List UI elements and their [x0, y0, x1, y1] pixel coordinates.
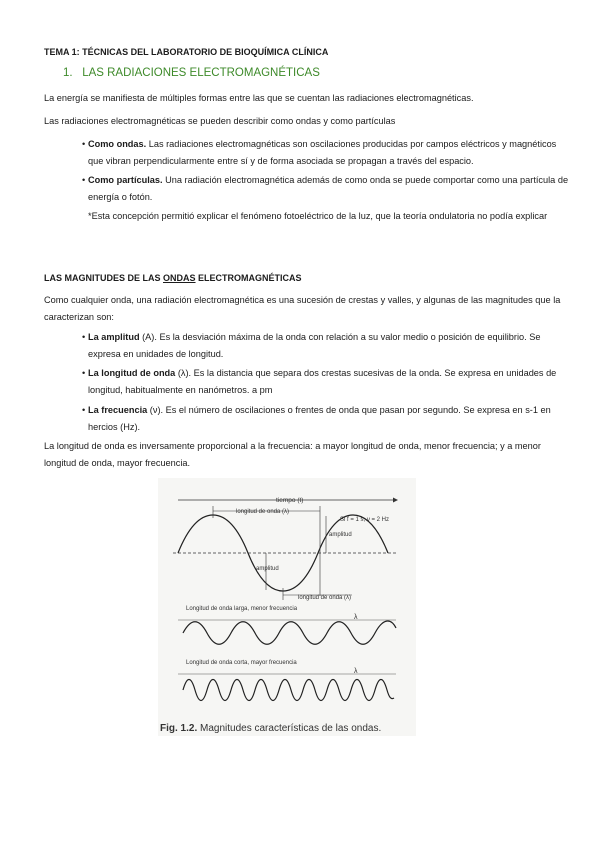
bullet-amplitud	[82, 329, 570, 362]
section-2-suffix: ELECTROMAGNÉTICAS	[195, 273, 302, 283]
document-title: TEMA 1: TÉCNICAS DEL LABORATORIO DE BIOQUÍMICA CLÍNICA	[44, 47, 329, 57]
formula-label: Si f = 1 s, ν = 2 Hz	[340, 517, 390, 523]
paragraph-intro-magnitudes: Como cualquier onda, una radiación electromagnética es una sucesión de crestas y valles, y algunas de las magnitudes que la caracterizan son:	[44, 295, 561, 322]
bullet-text: Es el número de oscilaciones o frentes de onda que pasan por segundo. Se expresa en s-1 en hercios (Hz).	[88, 405, 551, 432]
bullet-label: Como ondas.	[88, 139, 147, 149]
bullet-text: Las radiaciones electromagnéticas son oscilaciones producidas por campos eléctricos y magnéticos que vibran perpendicularmente entre sí y de forma asociada se propagan a través del espacio.	[88, 139, 557, 166]
long-wave-label: Longitud de onda larga, menor frecuencia	[186, 606, 298, 612]
amplitude-top-label: amplitud	[329, 532, 352, 538]
short-wave-lambda: λ	[354, 668, 358, 675]
section-1-number: 1.	[63, 67, 73, 79]
amplitude-bottom-label: amplitud	[256, 566, 279, 572]
bullet-label: Como partículas.	[88, 175, 163, 185]
section-2-underlined: ONDAS	[163, 273, 196, 283]
paragraph-energia: La energía se manifiesta de múltiples formas entre las que se cuentan las radiaciones electromagnéticas.	[44, 93, 474, 103]
wave-figure	[158, 478, 416, 736]
footnote-fotoelectrico: *Esta concepción permitió explicar el fenómeno fotoeléctrico de la luz, que la teoría ondulatoria no podía explicar	[88, 211, 548, 221]
paragraph-descripcion: Las radiaciones electromagnéticas se pueden describir como ondas y como partículas	[44, 116, 396, 126]
long-wave-lambda: λ	[354, 614, 358, 621]
section-1-title: LAS RADIACIONES ELECTROMAGNÉTICAS	[82, 67, 320, 79]
bullet-dot: •	[82, 405, 86, 415]
bullet-dot: •	[82, 368, 86, 378]
bullet-como-ondas	[82, 136, 570, 169]
lambda-top-label: longitud de onda (λ)	[236, 509, 290, 515]
bullet-text: Es la desviación máxima de la onda con relación a su valor medio o posición de equilibrio. Se expresa en unidades de longitud.	[88, 332, 541, 359]
lambda-bottom-label: longitud de onda (λ)	[298, 595, 352, 601]
bullet-text: Una radiación electromagnética además de como onda se puede comportar como una partícula de energía o fotón.	[88, 175, 569, 202]
bullet-label: La amplitud	[88, 332, 140, 342]
bullet-longitud-de-onda	[82, 365, 570, 398]
bullet-dot: •	[82, 139, 86, 149]
caption-text: Magnitudes características de las ondas.	[197, 723, 382, 734]
figure-caption	[160, 723, 381, 734]
bullet-symbol: (λ).	[175, 368, 192, 378]
bullet-label: La longitud de onda	[88, 368, 176, 378]
section-1-heading	[63, 67, 320, 79]
bullet-como-particulas	[82, 172, 570, 205]
bullet-symbol: (ν).	[147, 405, 164, 415]
short-wave-label: Longitud de onda corta, mayor frecuencia	[186, 660, 297, 666]
bullet-symbol: (A).	[139, 332, 157, 342]
bullet-frecuencia	[82, 402, 570, 435]
caption-number: Fig. 1.2.	[160, 723, 198, 734]
section-2-heading	[44, 270, 564, 287]
bullet-text: Es la distancia que separa dos crestas sucesivas de la onda. Se expresa en unidades de longitud, habitualmente en nanómetros. a pm	[88, 368, 557, 395]
bullet-label: La frecuencia	[88, 405, 148, 415]
time-label: tiempo (t)	[276, 497, 304, 504]
bullet-dot: •	[82, 175, 86, 185]
section-2-prefix: LAS MAGNITUDES DE LAS	[44, 273, 164, 283]
bullet-dot: •	[82, 332, 86, 342]
paragraph-relacion: La longitud de onda es inversamente proporcional a la frecuencia: a mayor longitud de onda, menor frecuencia; y a menor longitud de onda, mayor frecuencia.	[44, 441, 541, 468]
